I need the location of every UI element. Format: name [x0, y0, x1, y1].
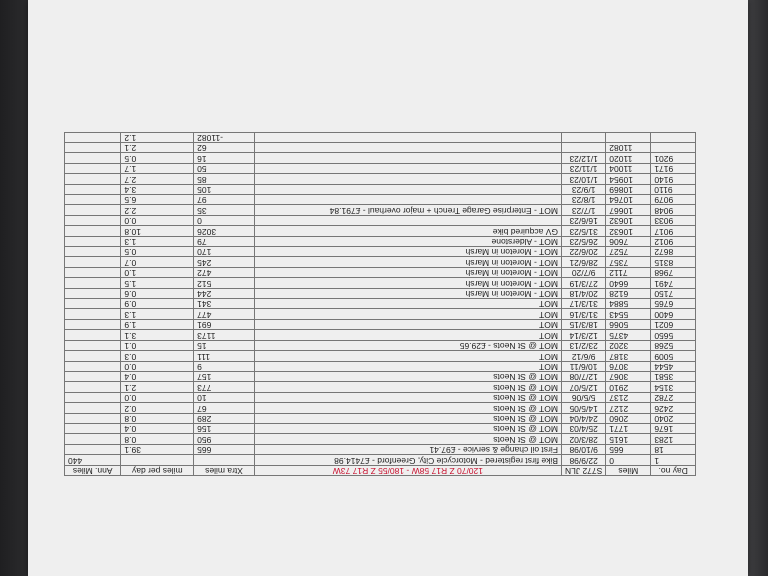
cell-description — [254, 174, 561, 184]
cell-date: 25/4/03 — [561, 423, 605, 433]
table-row — [65, 455, 696, 465]
cell-description: MOT @ St Neots — [254, 392, 561, 402]
cell-xtra-miles: 341 — [194, 299, 255, 309]
table-row — [65, 195, 696, 205]
cell-ann-miles — [65, 205, 121, 215]
cell-xtra-miles: 472 — [194, 267, 255, 277]
mileage-log — [64, 132, 696, 476]
cell-date: 9/7/20 — [561, 267, 605, 277]
table-row — [65, 392, 696, 402]
cell-miles-per-day: 0.0 — [121, 215, 194, 225]
header-miles-per-day: miles per day — [121, 465, 194, 475]
cell-description: MOT @ St Neots — [254, 423, 561, 433]
cell-ann-miles — [65, 423, 121, 433]
cell-miles: 0 — [606, 455, 651, 465]
cell-miles: 5543 — [606, 309, 651, 319]
table-row — [65, 340, 696, 350]
header-registration: S772 JLN — [561, 465, 605, 475]
cell-date: 1/11/23 — [561, 163, 605, 173]
cell-date: 20/4/18 — [561, 288, 605, 298]
cell-miles-per-day — [121, 455, 194, 465]
cell-day-no: 2782 — [651, 392, 696, 402]
cell-xtra-miles: 3026 — [194, 226, 255, 236]
table-row — [65, 351, 696, 361]
cell-ann-miles — [65, 215, 121, 225]
cell-miles-per-day: 0.8 — [121, 413, 194, 423]
cell-day-no: 8315 — [651, 257, 696, 267]
cell-xtra-miles — [194, 455, 255, 465]
cell-day-no: 7150 — [651, 288, 696, 298]
table-row — [65, 226, 696, 236]
cell-ann-miles — [65, 340, 121, 350]
cell-miles-per-day: 0.8 — [121, 434, 194, 444]
cell-date: 10/6/11 — [561, 361, 605, 371]
cell-miles-per-day: 0.1 — [121, 340, 194, 350]
cell-miles: 7527 — [606, 247, 651, 257]
cell-xtra-miles: 156 — [194, 423, 255, 433]
cell-description: MOT - Moreton in Marsh — [254, 247, 561, 257]
cell-day-no: 9048 — [651, 205, 696, 215]
table-row — [65, 174, 696, 184]
cell-day-no: 1 — [651, 455, 696, 465]
cell-day-no: 6400 — [651, 309, 696, 319]
cell-xtra-miles: 105 — [194, 184, 255, 194]
cell-description: MOT - Moreton in Marsh — [254, 267, 561, 277]
table-row — [65, 143, 696, 153]
cell-miles-per-day: 2.1 — [121, 143, 194, 153]
cell-date: 9/10/98 — [561, 444, 605, 454]
cell-xtra-miles: 15 — [194, 340, 255, 350]
header-xtra-miles: Xtra miles — [194, 465, 255, 475]
cell-miles-per-day: 0.5 — [121, 153, 194, 163]
cell-day-no: 9140 — [651, 174, 696, 184]
cell-miles-per-day: 0.7 — [121, 257, 194, 267]
cell-description: MOT - Moreton in Marsh — [254, 257, 561, 267]
cell-description: MOT — [254, 361, 561, 371]
table-row — [65, 163, 696, 173]
cell-miles: 2127 — [606, 403, 651, 413]
table-row — [65, 247, 696, 257]
cell-day-no: 9017 — [651, 226, 696, 236]
cell-xtra-miles: 10 — [194, 392, 255, 402]
cell-ann-miles — [65, 309, 121, 319]
cell-xtra-miles: 0 — [194, 215, 255, 225]
cell-miles: 3187 — [606, 351, 651, 361]
table-row — [65, 257, 696, 267]
cell-description: MOT - Enterprise Garage Trench + major overhaul - £791.84 — [254, 205, 561, 215]
cell-day-no: 6765 — [651, 299, 696, 309]
cell-miles: 10667 — [606, 205, 651, 215]
cell-description: MOT — [254, 319, 561, 329]
table-header-row — [65, 465, 696, 475]
cell-miles-per-day: 0.4 — [121, 371, 194, 381]
cell-miles-per-day: 0.4 — [121, 423, 194, 433]
cell-miles: 2060 — [606, 413, 651, 423]
header-ann-miles: Ann. Miles — [65, 465, 121, 475]
cell-miles-per-day: 6.5 — [121, 195, 194, 205]
cell-ann-miles — [65, 392, 121, 402]
cell-miles-per-day: 0.2 — [121, 403, 194, 413]
cell-date: 1/8/23 — [561, 195, 605, 205]
cell-miles-per-day: 1.5 — [121, 278, 194, 288]
table-row — [65, 444, 696, 454]
cell-miles-per-day: 1.3 — [121, 309, 194, 319]
cell-xtra-miles: 1173 — [194, 330, 255, 340]
table-row — [65, 309, 696, 319]
cell-ann-miles — [65, 382, 121, 392]
table-row — [65, 382, 696, 392]
cell-date: 27/3/19 — [561, 278, 605, 288]
cell-miles-per-day: 1.3 — [121, 236, 194, 246]
mileage-table — [64, 132, 696, 476]
cell-xtra-miles: 157 — [194, 371, 255, 381]
cell-day-no: 3154 — [651, 382, 696, 392]
cell-miles-per-day: 1.0 — [121, 267, 194, 277]
cell-day-no: 9110 — [651, 184, 696, 194]
cell-ann-miles — [65, 319, 121, 329]
cell-description: First oil change & service - £97.41 — [254, 444, 561, 454]
cell-day-no: 7491 — [651, 278, 696, 288]
cell-date — [561, 132, 605, 142]
cell-description — [254, 215, 561, 225]
cell-xtra-miles: 245 — [194, 257, 255, 267]
table-row — [65, 299, 696, 309]
cell-miles: 2137 — [606, 392, 651, 402]
cell-ann-miles — [65, 278, 121, 288]
table-row — [65, 288, 696, 298]
cell-description: MOT @ St Neots - £29.65 — [254, 340, 561, 350]
cell-xtra-miles: 62 — [194, 143, 255, 153]
cell-date: 31/3/17 — [561, 299, 605, 309]
cell-ann-miles — [65, 143, 121, 153]
cell-day-no: 8672 — [651, 247, 696, 257]
header-day-no: Day no. — [651, 465, 696, 475]
table-row — [65, 184, 696, 194]
cell-description: MOT @ St Neots — [254, 403, 561, 413]
cell-miles-per-day: 39.1 — [121, 444, 194, 454]
cell-ann-miles — [65, 163, 121, 173]
cell-ann-miles — [65, 195, 121, 205]
cell-description — [254, 195, 561, 205]
cell-description: MOT @ St Neots — [254, 371, 561, 381]
cell-date: 12/3/14 — [561, 330, 605, 340]
cell-miles: 3076 — [606, 361, 651, 371]
cell-miles: 3067 — [606, 371, 651, 381]
cell-ann-miles — [65, 330, 121, 340]
cell-day-no — [651, 143, 696, 153]
cell-ann-miles — [65, 413, 121, 423]
cell-miles-per-day: 1.2 — [121, 132, 194, 142]
cell-miles: 7112 — [606, 267, 651, 277]
cell-ann-miles — [65, 403, 121, 413]
cell-day-no: 9033 — [651, 215, 696, 225]
cell-description: MOT - Moreton in Marsh — [254, 278, 561, 288]
cell-day-no: 1676 — [651, 423, 696, 433]
cell-xtra-miles: 289 — [194, 413, 255, 423]
cell-description: GV acquired bike — [254, 226, 561, 236]
cell-day-no: 2040 — [651, 413, 696, 423]
cell-ann-miles — [65, 444, 121, 454]
cell-miles: 10632 — [606, 215, 651, 225]
cell-miles: 10869 — [606, 184, 651, 194]
cell-date: 26/5/23 — [561, 236, 605, 246]
cell-xtra-miles: 512 — [194, 278, 255, 288]
table-row — [65, 153, 696, 163]
cell-date: 12/5/07 — [561, 382, 605, 392]
header-tyre-sizes: 120/70 Z R17 58W - 180/55 Z R17 73W — [254, 465, 561, 475]
cell-xtra-miles: 773 — [194, 382, 255, 392]
cell-xtra-miles: -11082 — [194, 132, 255, 142]
cell-day-no: 1283 — [651, 434, 696, 444]
cell-ann-miles — [65, 184, 121, 194]
cell-date: 1/12/23 — [561, 153, 605, 163]
cell-description — [254, 143, 561, 153]
cell-description: MOT — [254, 309, 561, 319]
header-miles: Miles — [606, 465, 651, 475]
cell-xtra-miles: 67 — [194, 403, 255, 413]
cell-ann-miles: 440 — [65, 455, 121, 465]
cell-xtra-miles: 97 — [194, 195, 255, 205]
cell-miles-per-day: 0.6 — [121, 288, 194, 298]
table-row — [65, 205, 696, 215]
table-row — [65, 434, 696, 444]
cell-miles: 10954 — [606, 174, 651, 184]
table-row — [65, 361, 696, 371]
cell-miles: 11020 — [606, 153, 651, 163]
cell-date: 1/7/23 — [561, 205, 605, 215]
cell-date: 23/2/13 — [561, 340, 605, 350]
cell-day-no: 9079 — [651, 195, 696, 205]
cell-date: 24/4/04 — [561, 413, 605, 423]
cell-date: 28/6/21 — [561, 257, 605, 267]
cell-miles-per-day: 0.5 — [121, 247, 194, 257]
cell-day-no: 4544 — [651, 361, 696, 371]
cell-ann-miles — [65, 247, 121, 257]
cell-xtra-miles: 244 — [194, 288, 255, 298]
paper-sheet — [28, 0, 748, 576]
cell-date: 31/5/23 — [561, 226, 605, 236]
cell-ann-miles — [65, 361, 121, 371]
cell-date — [561, 143, 605, 153]
cell-miles-per-day: 2.1 — [121, 382, 194, 392]
cell-description — [254, 163, 561, 173]
cell-miles-per-day: 1.7 — [121, 163, 194, 173]
cell-xtra-miles: 691 — [194, 319, 255, 329]
cell-date: 12/7/08 — [561, 371, 605, 381]
cell-description — [254, 153, 561, 163]
cell-day-no: 9201 — [651, 153, 696, 163]
cell-xtra-miles: 85 — [194, 174, 255, 184]
table-row — [65, 215, 696, 225]
cell-description: MOT - Alderstone — [254, 236, 561, 246]
cell-day-no: 9012 — [651, 236, 696, 246]
cell-miles: 10632 — [606, 226, 651, 236]
cell-date: 31/3/16 — [561, 309, 605, 319]
cell-miles: 4375 — [606, 330, 651, 340]
cell-date: 18/3/15 — [561, 319, 605, 329]
cell-description: Bike first registered - Motorcycle City, Greenford - £7414.98 — [254, 455, 561, 465]
cell-date: 9/6/12 — [561, 351, 605, 361]
cell-ann-miles — [65, 351, 121, 361]
cell-day-no: 5009 — [651, 351, 696, 361]
cell-miles: 5066 — [606, 319, 651, 329]
cell-date: 14/5/05 — [561, 403, 605, 413]
cell-date: 20/6/22 — [561, 247, 605, 257]
table-row — [65, 236, 696, 246]
table-row — [65, 403, 696, 413]
cell-ann-miles — [65, 236, 121, 246]
cell-ann-miles — [65, 371, 121, 381]
cell-day-no: 3581 — [651, 371, 696, 381]
table-row — [65, 413, 696, 423]
cell-miles-per-day: 0.0 — [121, 361, 194, 371]
cell-xtra-miles: 950 — [194, 434, 255, 444]
cell-ann-miles — [65, 174, 121, 184]
cell-description: MOT — [254, 299, 561, 309]
cell-miles: 2910 — [606, 382, 651, 392]
table-row — [65, 330, 696, 340]
cell-miles-per-day: 0.3 — [121, 351, 194, 361]
cell-xtra-miles: 35 — [194, 205, 255, 215]
table-row — [65, 371, 696, 381]
cell-ann-miles — [65, 434, 121, 444]
cell-miles: 6640 — [606, 278, 651, 288]
cell-xtra-miles: 9 — [194, 361, 255, 371]
table-row — [65, 319, 696, 329]
cell-day-no — [651, 132, 696, 142]
cell-miles: 7606 — [606, 236, 651, 246]
cell-description — [254, 132, 561, 142]
cell-miles: 1771 — [606, 423, 651, 433]
cell-description: MOT @ St Neots — [254, 413, 561, 423]
cell-date: 5/5/06 — [561, 392, 605, 402]
cell-xtra-miles: 16 — [194, 153, 255, 163]
cell-miles: 5884 — [606, 299, 651, 309]
cell-miles-per-day: 0.9 — [121, 299, 194, 309]
cell-day-no: 7968 — [651, 267, 696, 277]
cell-description: MOT @ St Neots — [254, 382, 561, 392]
cell-description: MOT — [254, 330, 561, 340]
cell-miles-per-day: 10.8 — [121, 226, 194, 236]
cell-day-no: 9171 — [651, 163, 696, 173]
cell-xtra-miles: 79 — [194, 236, 255, 246]
cell-miles: 11004 — [606, 163, 651, 173]
cell-day-no: 18 — [651, 444, 696, 454]
cell-miles: 1615 — [606, 434, 651, 444]
cell-date: 16/6/23 — [561, 215, 605, 225]
cell-description: MOT — [254, 351, 561, 361]
cell-description: MOT @ St Neots — [254, 434, 561, 444]
cell-ann-miles — [65, 267, 121, 277]
cell-miles-per-day: 3.1 — [121, 330, 194, 340]
cell-description: MOT - Moreton in Marsh — [254, 288, 561, 298]
cell-miles: 6128 — [606, 288, 651, 298]
cell-ann-miles — [65, 153, 121, 163]
cell-ann-miles — [65, 257, 121, 267]
cell-miles: 7357 — [606, 257, 651, 267]
cell-xtra-miles: 665 — [194, 444, 255, 454]
cell-miles: 11082 — [606, 143, 651, 153]
table-row — [65, 267, 696, 277]
table-row — [65, 423, 696, 433]
cell-day-no: 5268 — [651, 340, 696, 350]
cell-miles — [606, 132, 651, 142]
cell-xtra-miles: 50 — [194, 163, 255, 173]
cell-date: 28/3/02 — [561, 434, 605, 444]
cell-miles-per-day: 3.4 — [121, 184, 194, 194]
cell-xtra-miles: 170 — [194, 247, 255, 257]
cell-date: 1/10/23 — [561, 174, 605, 184]
cell-ann-miles — [65, 226, 121, 236]
table-body — [65, 132, 696, 465]
cell-miles: 665 — [606, 444, 651, 454]
cell-miles-per-day: 1.9 — [121, 319, 194, 329]
cell-miles-per-day: 2.2 — [121, 205, 194, 215]
table-row — [65, 278, 696, 288]
cell-xtra-miles: 477 — [194, 309, 255, 319]
cell-miles-per-day: 2.7 — [121, 174, 194, 184]
cell-day-no: 6021 — [651, 319, 696, 329]
cell-ann-miles — [65, 299, 121, 309]
cell-miles: 10764 — [606, 195, 651, 205]
cell-ann-miles — [65, 288, 121, 298]
cell-miles: 3202 — [606, 340, 651, 350]
cell-description — [254, 184, 561, 194]
cell-date: 22/9/98 — [561, 455, 605, 465]
cell-miles-per-day: 0.0 — [121, 392, 194, 402]
table-row — [65, 132, 696, 142]
cell-ann-miles — [65, 132, 121, 142]
cell-day-no: 5650 — [651, 330, 696, 340]
cell-date: 1/9/23 — [561, 184, 605, 194]
cell-day-no: 2426 — [651, 403, 696, 413]
cell-xtra-miles: 111 — [194, 351, 255, 361]
